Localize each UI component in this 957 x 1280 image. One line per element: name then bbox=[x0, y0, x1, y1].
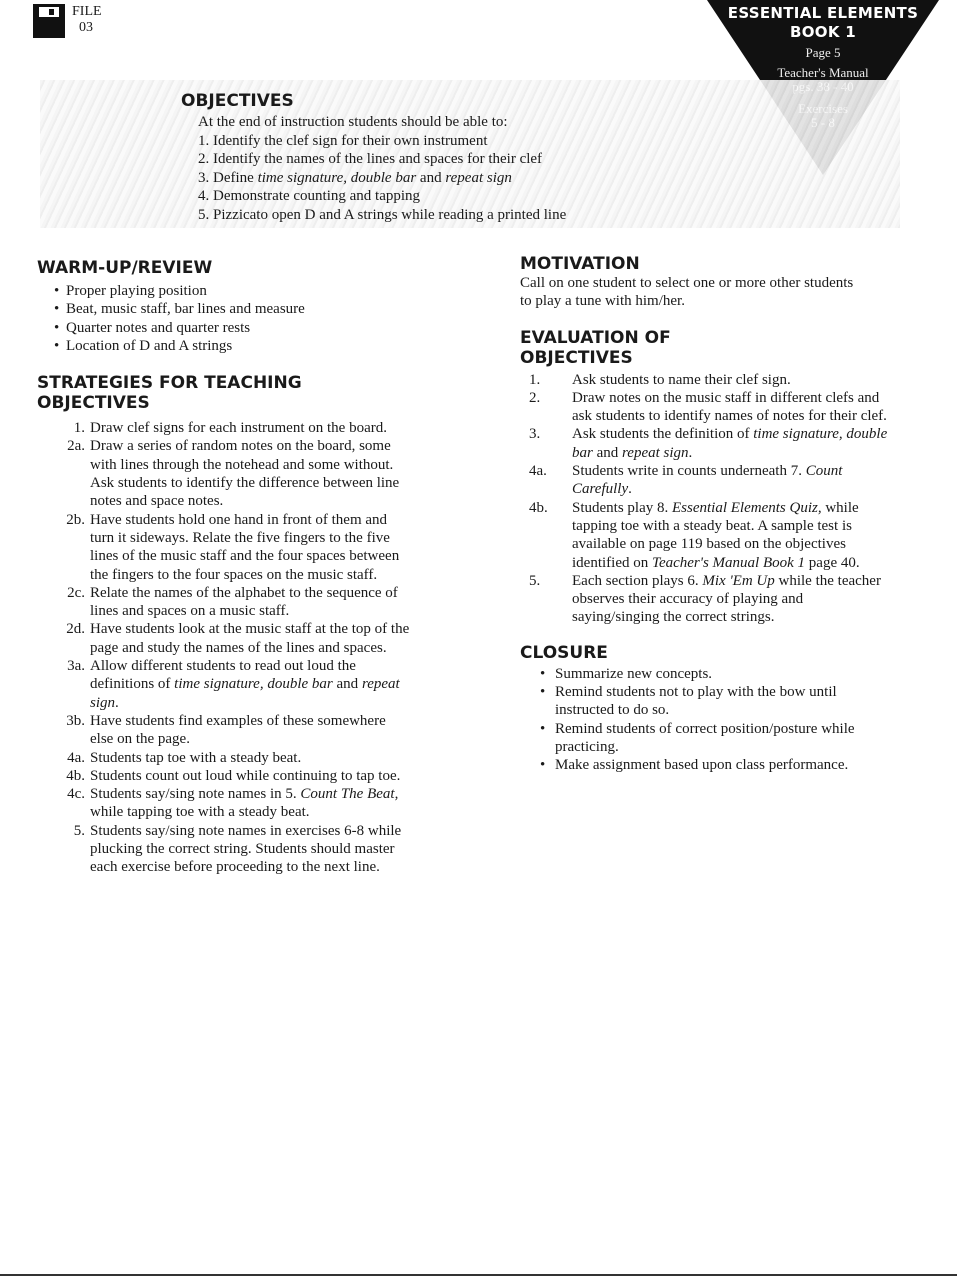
list-item: 4a. Students tap toe with a steady beat. bbox=[67, 749, 302, 766]
list-item: • Make assignment based upon class performance. bbox=[540, 756, 890, 774]
list-item: 4b. Students count out loud while continuing to tap toe. bbox=[66, 767, 401, 784]
strategies-title: STRATEGIES FOR TEACHING OBJECTIVES bbox=[37, 373, 302, 414]
list-item: • Beat, music staff, bar lines and measure bbox=[54, 300, 417, 318]
objective-item: 4. Demonstrate counting and tapping bbox=[198, 188, 421, 204]
list-item: • Summarize new concepts. bbox=[540, 665, 890, 683]
strategies-list bbox=[57, 419, 412, 876]
page-number: Page 5 bbox=[805, 45, 841, 60]
warmup-title: WARM-UP/REVIEW bbox=[37, 258, 213, 278]
list-item: 3a. Allow different students to read out loud the definitions of time signature, double bar and repeat sign. bbox=[67, 658, 400, 711]
list-item: 4a. Students write in counts underneath 7. Count Carefully. bbox=[529, 463, 843, 498]
objectives-list bbox=[198, 113, 566, 224]
objective-item: 5. Pizzicato open D and A strings while reading a printed line bbox=[198, 206, 567, 223]
list-item: • Remind students not to play with the bow until instructed to do so. bbox=[540, 683, 890, 720]
list-item: 2b. Have students hold one hand in front of them and turn it sideways. Relate the five fingers to the five lines of the music staff and the four spaces between the fingers to the four spaces on the music staff. bbox=[66, 511, 400, 583]
list-item: 1. Draw clef signs for each instrument on the board. bbox=[73, 420, 387, 437]
file-number: 03 bbox=[79, 20, 93, 35]
bottom-rule bbox=[0, 1274, 957, 1276]
closure-list bbox=[540, 665, 890, 775]
list-item: 1. Ask students to name their clef sign. bbox=[529, 371, 791, 388]
list-item: 3. Ask students the definition of time signature, double bar and repeat sign. bbox=[529, 426, 888, 461]
motivation-title: MOTIVATION bbox=[520, 254, 640, 274]
floppy-disk-icon bbox=[33, 4, 65, 38]
list-item: 3b. Have students find examples of these somewhere else on the page. bbox=[66, 712, 386, 748]
evaluation-title: EVALUATION OF OBJECTIVES bbox=[520, 327, 671, 368]
list-item: 2d. Have students look at the music staff at the top of the page and study the names of the lines and spaces. bbox=[66, 621, 410, 656]
list-item: 4c. Students say/sing note names in 5. Count The Beat, while tapping toe with a steady beat. bbox=[67, 786, 399, 821]
list-item: 5. Students say/sing note names in exercises 6-8 while plucking the correct string. Students should master each exercise before proceeding to the next line. bbox=[73, 822, 402, 876]
warmup-list bbox=[54, 282, 417, 355]
objectives-title: OBJECTIVES bbox=[181, 91, 294, 111]
file-label-text: FILE bbox=[72, 4, 102, 19]
list-item: 2. Draw notes on the music staff in different clefs and ask students to identify names of notes for their clef. bbox=[529, 389, 887, 425]
list-item: 2a. Draw a series of random notes on the board, some with lines through the notehead and some without. Ask students to identify the difference between line notes and space notes. bbox=[67, 438, 400, 510]
left-column bbox=[37, 258, 417, 877]
objective-item: 2. Identify the names of the lines and spaces for their clef bbox=[198, 151, 543, 167]
list-item: • Quarter notes and quarter rests bbox=[54, 319, 417, 337]
list-item: • Location of D and A strings bbox=[54, 337, 417, 355]
list-item: 5. Each section plays 6. Mix 'Em Up while the teacher observes their accuracy of playing and saying/singing the correct strings. bbox=[529, 572, 881, 626]
objective-item: 3. Define time signature, double bar and repeat sign bbox=[198, 169, 512, 186]
closure-title: CLOSURE bbox=[520, 642, 608, 663]
objective-item: 1. Identify the clef sign for their own instrument bbox=[198, 132, 488, 149]
manual-label: Teacher's Manual bbox=[777, 65, 869, 80]
list-item: 4b. Students play 8. Essential Elements Quiz, while tapping toe with a steady beat. A sample test is available on page 119 based on the objectives identified on Teacher's Manual Book 1 page 40. bbox=[529, 499, 860, 571]
series-title: ESSENTIAL ELEMENTS bbox=[727, 4, 919, 22]
evaluation-list bbox=[529, 371, 893, 627]
file-label bbox=[72, 4, 102, 36]
book-number: BOOK 1 bbox=[789, 23, 857, 41]
motivation-text: Call on one student to select one or more other students to play a tune with him/her. bbox=[520, 275, 854, 310]
right-column bbox=[520, 254, 895, 775]
list-item: • Proper playing position bbox=[54, 282, 417, 300]
objectives-intro: At the end of instruction students should be able to: bbox=[198, 114, 508, 130]
list-item: • Remind students of correct position/posture while practicing. bbox=[540, 720, 890, 757]
list-item: 2c. Relate the names of the alphabet to the sequence of lines and spaces on a music staff. bbox=[67, 584, 398, 620]
